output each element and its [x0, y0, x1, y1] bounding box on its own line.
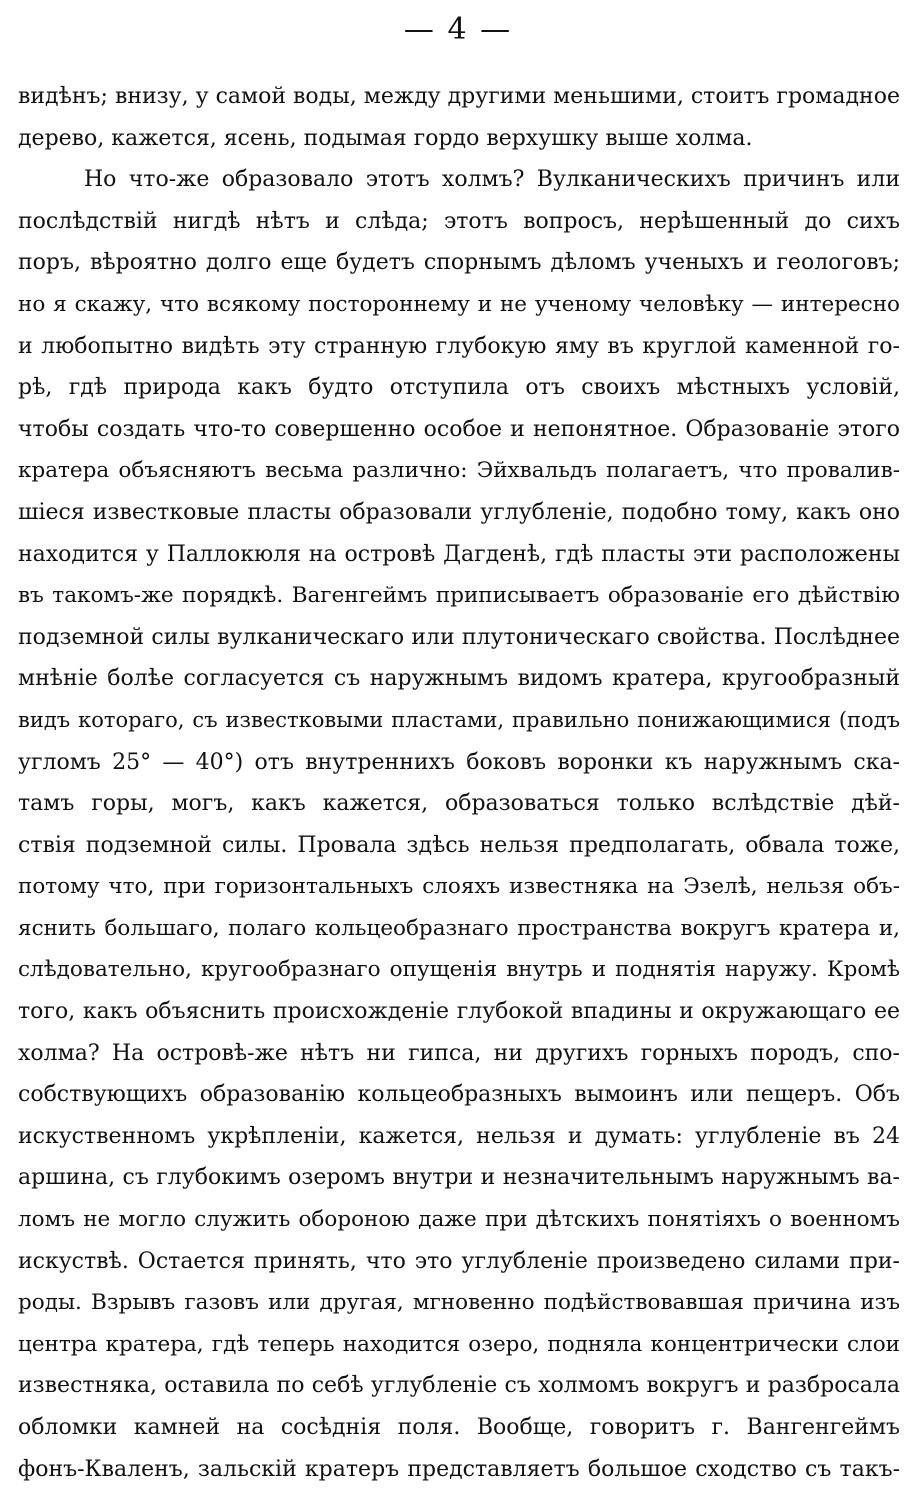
text-line: видѣнъ; внизу, у самой воды, между другими меньшими, стоитъ громадное [18, 84, 900, 109]
text-line: того, какъ объяснить происхожденіе глубокой впадины и окружающаго ее [18, 999, 900, 1025]
text-line: находится у Паллокюля на островѣ Дагденѣ, гдѣ пласты эти расположены [18, 541, 900, 567]
text-line: шіеся известковые пласты образовали углубленіе, подобно тому, какъ оно [18, 499, 900, 525]
text-line: угломъ 25° — 40°) отъ внутреннихъ боковъ воронки къ наружнымъ ска- [18, 749, 900, 775]
text-line: ствія подземной силы. Провала здѣсь нельзя предполагать, обвала тоже, [18, 832, 900, 858]
text-line: обломки камней на сосѣднія поля. Вообще, говоритъ г. Вангенгеймъ [18, 1415, 900, 1440]
text-line: известняка, оставила по себѣ углубленіе съ холмомъ вокругъ и разбросала [18, 1373, 900, 1399]
text-line: тамъ горы, могъ, какъ кажется, образоваться только вслѣдствіе дѣй- [18, 791, 900, 817]
text-line: искуствѣ. Остается принять, что это углубленіе произведено силами при- [18, 1248, 900, 1274]
text-line: роды. Взрывъ газовъ или другая, мгновенно подѣйствовавшая причина изъ [18, 1290, 900, 1316]
text-line: поръ, вѣроятно долго еще будетъ спорнымъ дѣломъ ученыхъ и геологовъ; [18, 250, 900, 276]
text-line: потому что, при горизонтальныхъ слояхъ известняка на Эзелѣ, нельзя объ- [18, 874, 900, 900]
text-line: центра кратера, гдѣ теперь находится озеро, подняла концентрически слои [18, 1331, 900, 1357]
text-line: но я скажу, что всякому постороннему и не ученому человѣку — интересно [18, 291, 900, 317]
text-line: аршина, съ глубокимъ озеромъ внутри и незначительнымъ наружнымъ ва- [18, 1165, 900, 1191]
text-line: ломъ не могло служить обороною даже при дѣтскихъ понятіяхъ о военномъ [18, 1207, 900, 1233]
text-line: и любопытно видѣть эту странную глубокую яму въ круглой каменной го- [18, 333, 900, 359]
text-line: видъ котораго, съ известковыми пластами, правильно понижающимися (подъ [18, 707, 900, 732]
text-line: подземной силы вулканическаго или плутоническаго свойства. Послѣднее [18, 624, 900, 650]
text-line: дерево, кажется, ясень, подымая гордо верхушку выше холма. [18, 125, 753, 151]
text-line: послѣдствій нигдѣ нѣтъ и слѣда; этотъ вопросъ, нерѣшенный до сихъ [18, 208, 900, 234]
text-line: рѣ, гдѣ природа какъ будто отступила отъ своихъ мѣстныхъ условій, [18, 375, 900, 401]
text-line: слѣдовательно, кругообразнаго опущенія внутрь и поднятія наружу. Кромѣ [18, 957, 900, 983]
text-line: Но что-же образовало этотъ холмъ? Вулканическихъ причинъ или [84, 167, 900, 193]
text-line: искуственномъ укрѣпленіи, кажется, нельзя и думать: углубленіе въ 24 [18, 1123, 900, 1149]
text-line: мнѣніе болѣе согласуется съ наружнымъ видомъ кратера, кругообразный [18, 666, 900, 692]
text-line: кратера объясняютъ весьма различно: Эйхвальдъ полагаетъ, что провалив- [18, 458, 900, 484]
text-line: въ такомъ-же порядкѣ. Вагенгеймъ приписываетъ образованіе его дѣйствію [18, 583, 900, 609]
text-line: холма? На островѣ-же нѣтъ ни гипса, ни другихъ горныхъ породъ, спо- [18, 1040, 900, 1066]
text-line: фонъ-Кваленъ, зальскій кратеръ представляетъ большое сходство съ такъ- [18, 1456, 900, 1482]
body-text [18, 76, 900, 1490]
page-number: — 4 — [403, 12, 513, 47]
text-line: собствующихъ образованію кольцеобразныхъ вымоинъ или пещеръ. Объ [18, 1082, 900, 1108]
text-line: яснить большаго, полаго кольцеобразнаго пространства вокругъ кратера и, [18, 915, 900, 941]
text-line: чтобы создать что-то совершенно особое и непонятное. Образованіе этого [18, 416, 900, 442]
